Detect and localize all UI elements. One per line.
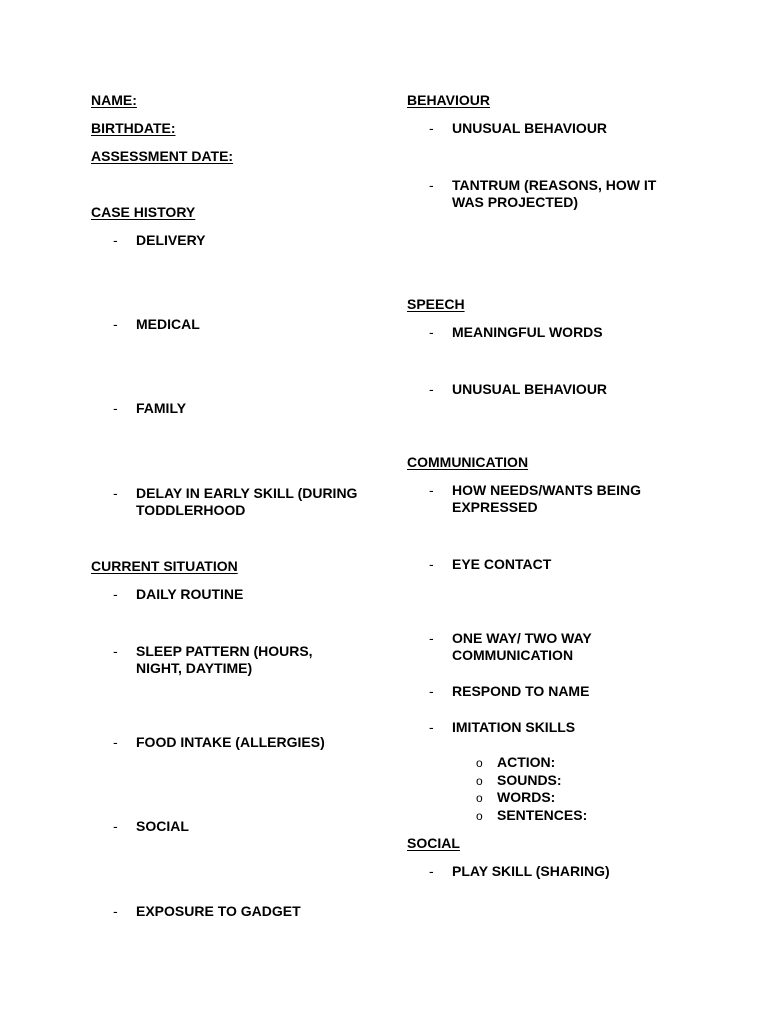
sub-item-sentences: SENTENCES: — [497, 807, 588, 823]
bullet-dash: - — [113, 643, 118, 659]
social-heading: SOCIAL — [407, 835, 460, 851]
list-item-tantrum-line1: TANTRUM (REASONS, HOW IT — [452, 177, 657, 193]
bullet-dash: - — [429, 863, 434, 879]
list-item-one-way-line2: COMMUNICATION — [452, 647, 574, 663]
bullet-dash: - — [429, 482, 434, 498]
list-item-meaningful-words: MEANINGFUL WORDS — [452, 324, 603, 340]
list-item-needs-line2: EXPRESSED — [452, 499, 538, 515]
case-history-heading: CASE HISTORY — [91, 204, 196, 220]
current-situation-heading: CURRENT SITUATION — [91, 558, 238, 574]
list-item-delivery: DELIVERY — [136, 232, 206, 248]
bullet-dash: - — [113, 734, 118, 750]
birthdate-label: BIRTHDATE: — [91, 120, 176, 136]
bullet-dash: - — [429, 324, 434, 340]
list-item-medical: MEDICAL — [136, 316, 200, 332]
list-item-daily-routine: DAILY ROUTINE — [136, 586, 244, 602]
sub-bullet-circle: o — [476, 809, 483, 823]
list-item-sleep-line2: NIGHT, DAYTIME) — [136, 660, 253, 676]
bullet-dash: - — [113, 316, 118, 332]
behaviour-heading: BEHAVIOUR — [407, 92, 490, 108]
list-item-speech-unusual-behaviour: UNUSUAL BEHAVIOUR — [452, 381, 608, 397]
list-item-delay-line1: DELAY IN EARLY SKILL (DURING — [136, 485, 358, 501]
bullet-dash: - — [429, 683, 434, 699]
sub-item-action: ACTION: — [497, 754, 556, 770]
list-item-needs-line1: HOW NEEDS/WANTS BEING — [452, 482, 642, 498]
assessment-date-label: ASSESSMENT DATE: — [91, 148, 234, 164]
sub-item-sounds: SOUNDS: — [497, 772, 562, 788]
speech-heading: SPEECH — [407, 296, 465, 312]
bullet-dash: - — [429, 381, 434, 397]
sub-bullet-circle: o — [476, 756, 483, 770]
list-item-one-way-line1: ONE WAY/ TWO WAY — [452, 630, 592, 646]
bullet-dash: - — [113, 400, 118, 416]
bullet-dash: - — [429, 177, 434, 193]
list-item-delay-line2: TODDLERHOOD — [136, 502, 246, 518]
bullet-dash: - — [429, 120, 434, 136]
list-item-tantrum-line2: WAS PROJECTED) — [452, 194, 579, 210]
bullet-dash: - — [429, 719, 434, 735]
sub-bullet-circle: o — [476, 791, 483, 805]
bullet-dash: - — [113, 485, 118, 501]
sub-bullet-circle: o — [476, 774, 483, 788]
bullet-dash: - — [113, 818, 118, 834]
bullet-dash: - — [429, 556, 434, 572]
list-item-sleep-line1: SLEEP PATTERN (HOURS, — [136, 643, 313, 659]
name-label: NAME: — [91, 92, 137, 108]
bullet-dash: - — [113, 586, 118, 602]
list-item-food-intake: FOOD INTAKE (ALLERGIES) — [136, 734, 325, 750]
list-item-unusual-behaviour: UNUSUAL BEHAVIOUR — [452, 120, 608, 136]
communication-heading: COMMUNICATION — [407, 454, 529, 470]
list-item-social: SOCIAL — [136, 818, 189, 834]
list-item-eye-contact: EYE CONTACT — [452, 556, 552, 572]
list-item-respond-to-name: RESPOND TO NAME — [452, 683, 590, 699]
list-item-exposure-gadget: EXPOSURE TO GADGET — [136, 903, 301, 919]
sub-item-words: WORDS: — [497, 789, 556, 805]
list-item-play-skill: PLAY SKILL (SHARING) — [452, 863, 610, 879]
bullet-dash: - — [113, 903, 118, 919]
bullet-dash: - — [429, 630, 434, 646]
list-item-family: FAMILY — [136, 400, 187, 416]
list-item-imitation-skills: IMITATION SKILLS — [452, 719, 576, 735]
bullet-dash: - — [113, 232, 118, 248]
